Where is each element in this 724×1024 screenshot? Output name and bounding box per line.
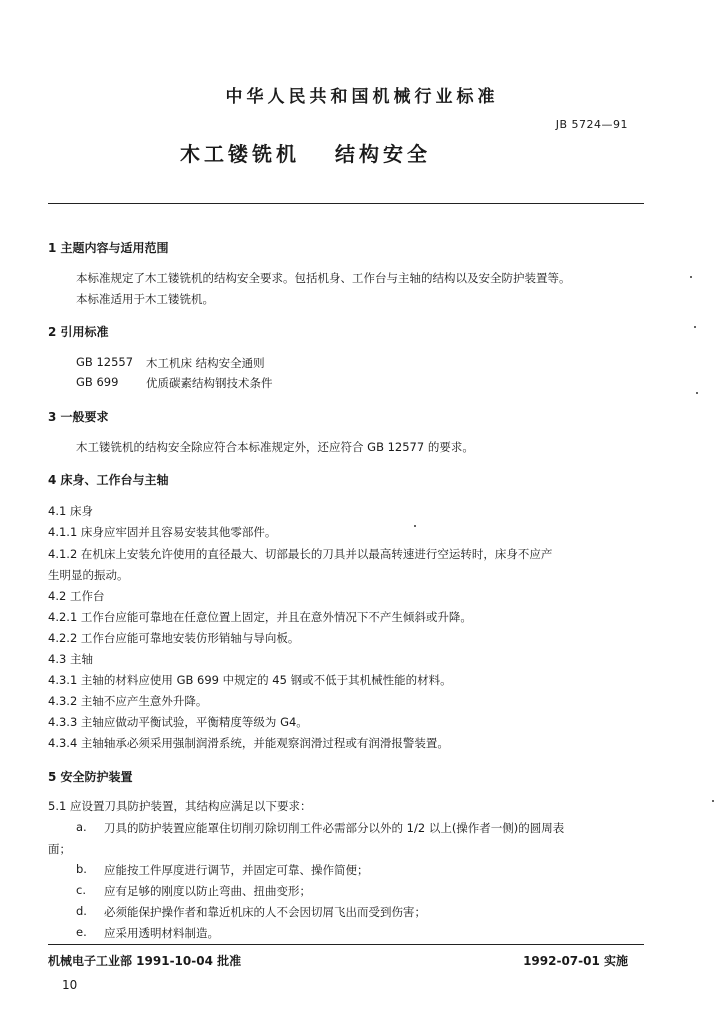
footer-divider <box>48 944 644 945</box>
clause-line: 4.2.2 工作台应能可靠地安装仿形销轴与导向板。 <box>48 631 300 645</box>
clause-line: 4.1.2 在机床上安装允许使用的直径最大、切部最长的刀具并以最高转速进行空运转时，床身不应产 <box>48 547 553 561</box>
clause-line: 4.3 主轴 <box>48 652 93 666</box>
scan-speck <box>712 800 714 802</box>
clause-line: 4.3.4 主轴轴承必须采用强制润滑系统，并能观察润滑过程或有润滑报警装置。 <box>48 736 449 750</box>
clause-line: 4.3.2 主轴不应产生意外升降。 <box>48 694 208 708</box>
page-number: 10 <box>62 978 78 992</box>
list-item-marker: c. <box>76 883 86 897</box>
header-divider <box>48 203 644 204</box>
list-item-text: 刀具的防护装置应能罩住切削刃除切削工件必需部分以外的 1/2 以上(操作者一侧)的圆周表 <box>104 821 565 835</box>
clause-line: 生明显的振动。 <box>48 568 129 582</box>
document-code: JB 5724—91 <box>555 118 628 131</box>
list-item-text: 应采用透明材料制造。 <box>104 926 219 940</box>
list-item-marker: a. <box>76 820 87 834</box>
clause-line: 4.2 工作台 <box>48 589 105 603</box>
section-3-paragraph: 木工镂铣机的结构安全除应符合本标准规定外，还应符合 GB 12577 的要求。 <box>76 440 474 454</box>
effective-date: 1992-07-01 实施 <box>523 954 628 968</box>
section-2-heading: 2 引用标准 <box>48 325 109 339</box>
list-item-marker: d. <box>76 904 87 918</box>
document-title: 木工镂铣机 结构安全 <box>180 142 431 166</box>
clause-line: 4.1 床身 <box>48 504 93 518</box>
list-item-text: 应有足够的刚度以防止弯曲、扭曲变形； <box>104 884 311 898</box>
list-item-text: 应能按工件厚度进行调节，并固定可靠、操作简便； <box>104 863 369 877</box>
list-item-marker: e. <box>76 925 87 939</box>
section-3-heading: 3 一般要求 <box>48 410 109 424</box>
scan-speck <box>696 392 698 394</box>
list-item-marker: b. <box>76 862 87 876</box>
section-1-heading: 1 主题内容与适用范围 <box>48 241 169 255</box>
reference-code: GB 12557 <box>76 355 134 369</box>
list-item-text: 必须能保护操作者和靠近机床的人不会因切屑飞出而受到伤害； <box>104 905 426 919</box>
section-1-paragraph-1: 本标准规定了木工镂铣机的结构安全要求。包括机身、工作台与主轴的结构以及安全防护装置等。 <box>76 271 571 285</box>
approval-line: 机械电子工业部 1991-10-04 批准 <box>48 954 242 968</box>
scan-speck <box>690 276 692 278</box>
clause-line: 4.3.3 主轴应做动平衡试验，平衡精度等级为 G4。 <box>48 715 308 729</box>
section-4-heading: 4 床身、工作台与主轴 <box>48 473 169 487</box>
list-item-text: 面； <box>48 842 71 856</box>
scan-speck <box>694 326 696 328</box>
clause-line: 4.1.1 床身应牢固并且容易安装其他零部件。 <box>48 525 277 539</box>
clause-line: 4.3.1 主轴的材料应使用 GB 699 中规定的 45 钢或不低于其机械性能的材料。 <box>48 673 452 687</box>
clause-5-1: 5.1 应设置刀具防护装置，其结构应满足以下要求： <box>48 799 312 813</box>
reference-title: 优质碳素结构钢技术条件 <box>146 376 273 390</box>
section-5-heading: 5 安全防护装置 <box>48 770 133 784</box>
reference-title: 木工机床 结构安全通则 <box>146 356 265 370</box>
standard-org-title: 中华人民共和国机械行业标准 <box>225 87 499 107</box>
section-1-paragraph-2: 本标准适用于木工镂铣机。 <box>76 292 214 306</box>
clause-line: 4.2.1 工作台应能可靠地在任意位置上固定，并且在意外情况下不产生倾斜或升降。 <box>48 610 472 624</box>
scan-speck <box>414 525 416 527</box>
reference-code: GB 699 <box>76 375 119 389</box>
